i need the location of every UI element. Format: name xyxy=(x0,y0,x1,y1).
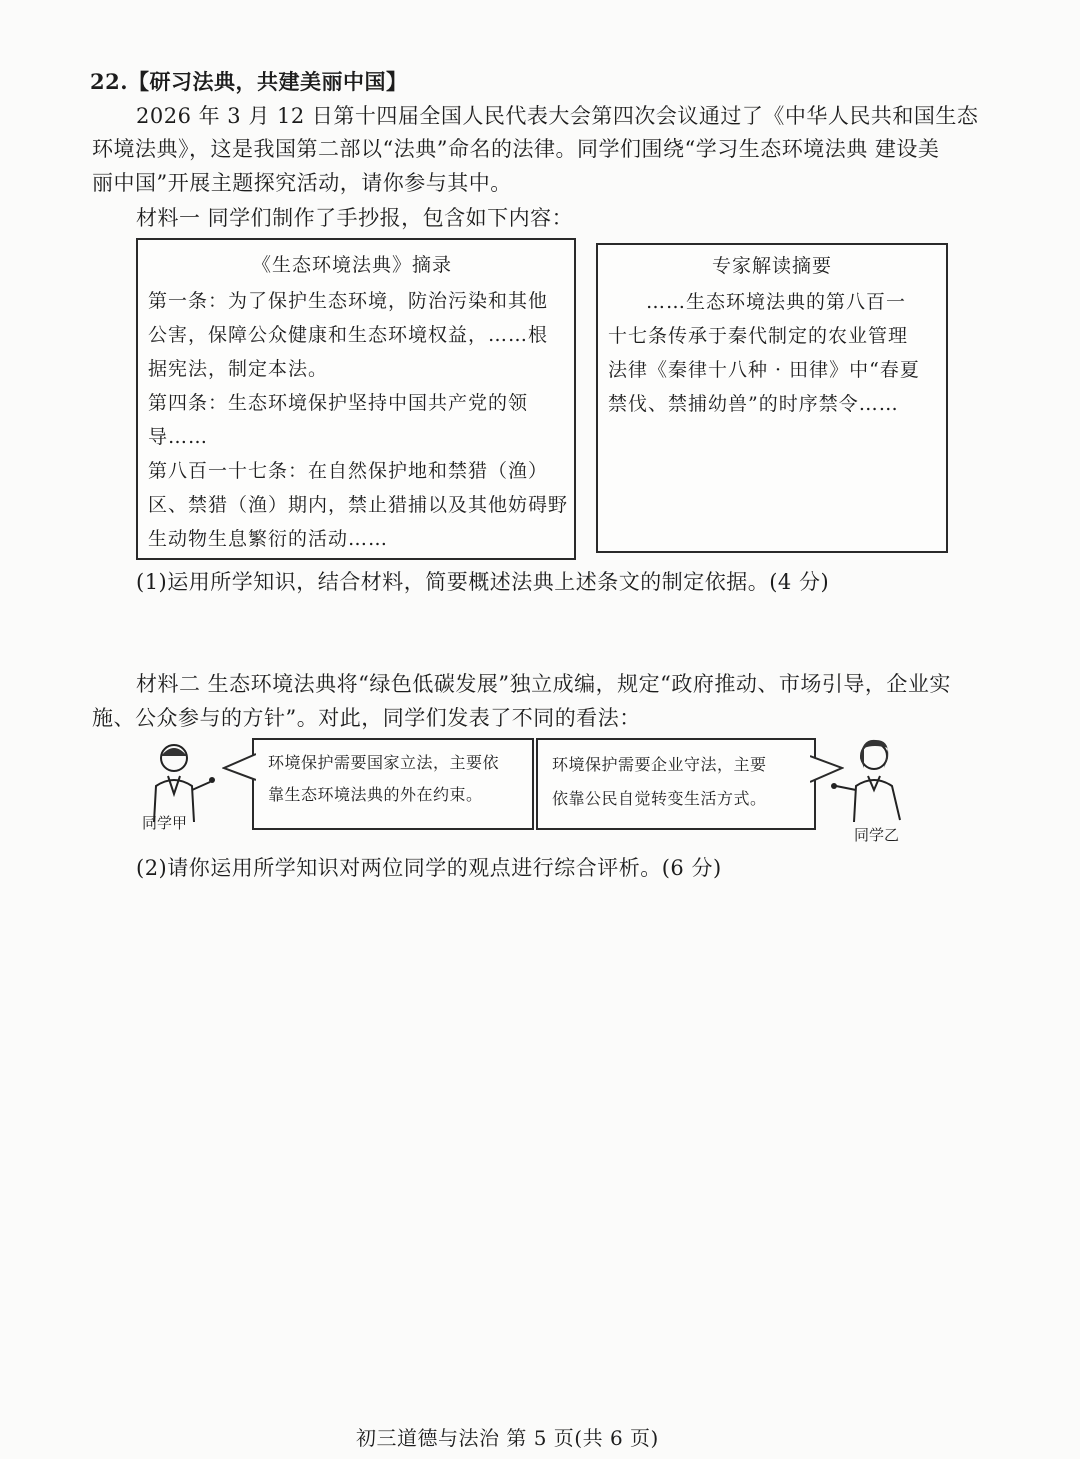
speech-bubble-b xyxy=(536,738,816,830)
law-excerpt-line: 据宪法，制定本法。 xyxy=(148,358,329,380)
law-excerpt-line: 导…… xyxy=(148,426,209,448)
law-excerpt-line: 区、禁猎（渔）期内，禁止猎捕以及其他妨碍野 xyxy=(148,494,569,516)
speech-a-line: 靠生态环境法典的外在约束。 xyxy=(268,785,483,804)
law-excerpt-line: 第一条：为了保护生态环境，防治污染和其他 xyxy=(148,290,549,312)
law-excerpt-line: 生动物生息繁衍的活动…… xyxy=(148,528,389,550)
law-excerpt-title: 《生态环境法典》摘录 xyxy=(252,254,453,276)
student-b-label: 同学乙 xyxy=(854,826,900,844)
law-excerpt-line: 公害，保障公众健康和生态环境权益，……根 xyxy=(148,324,549,346)
law-excerpt-line: 第八百一十七条：在自然保护地和禁猎（渔） xyxy=(148,460,549,482)
material2-line-1: 材料二 生态环境法典将“绿色低碳发展”独立成编，规定“政府推动、市场引导，企业实 xyxy=(136,672,951,696)
expert-summary-title: 专家解读摘要 xyxy=(712,255,833,277)
speech-bubble-a xyxy=(252,738,534,830)
question-1: (1)运用所学知识，结合材料，简要概述法典上述条文的制定依据。(4 分) xyxy=(136,570,830,594)
intro-line-3: 丽中国”开展主题探究活动，请你参与其中。 xyxy=(92,171,512,195)
expert-summary-line: 法律《秦律十八种 · 田律》中“春夏 xyxy=(608,359,920,381)
law-excerpt-line: 第四条：生态环境保护坚持中国共产党的领 xyxy=(148,392,529,414)
student-a-label: 同学甲 xyxy=(142,814,188,832)
question-2: (2)请你运用所学知识对两位同学的观点进行综合评析。(6 分) xyxy=(136,856,722,880)
speech-b-line: 依靠公民自觉转变生活方式。 xyxy=(552,789,767,808)
law-excerpt-box xyxy=(136,238,576,560)
page-footer: 初三道德与法治 第 5 页(共 6 页) xyxy=(356,1426,659,1450)
intro-line-1: 2026 年 3 月 12 日第十四届全国人民代表大会第四次会议通过了《中华人民共和国生态 xyxy=(136,104,979,128)
question-title: 22.【研习法典，共建美丽中国】 xyxy=(90,69,408,94)
expert-summary-box xyxy=(596,243,948,553)
speech-b-line: 环境保护需要企业守法，主要 xyxy=(552,755,767,774)
speech-pointer-a xyxy=(222,752,256,782)
student-b-figure xyxy=(824,734,914,824)
material1-intro: 材料一 同学们制作了手抄报，包含如下内容： xyxy=(136,206,574,230)
expert-summary-line: 十七条传承于秦代制定的农业管理 xyxy=(608,325,909,347)
material2-line-2: 施、公众参与的方针”。对此，同学们发表了不同的看法： xyxy=(92,706,641,730)
intro-line-2: 环境法典》，这是我国第二部以“法典”命名的法律。同学们围绕“学习生态环境法典 建设美 xyxy=(92,137,940,161)
speech-a-line: 环境保护需要国家立法，主要依 xyxy=(268,753,500,772)
expert-summary-line: ……生态环境法典的第八百一 xyxy=(646,291,907,313)
expert-summary-line: 禁伐、禁捕幼兽”的时序禁令…… xyxy=(608,393,899,415)
